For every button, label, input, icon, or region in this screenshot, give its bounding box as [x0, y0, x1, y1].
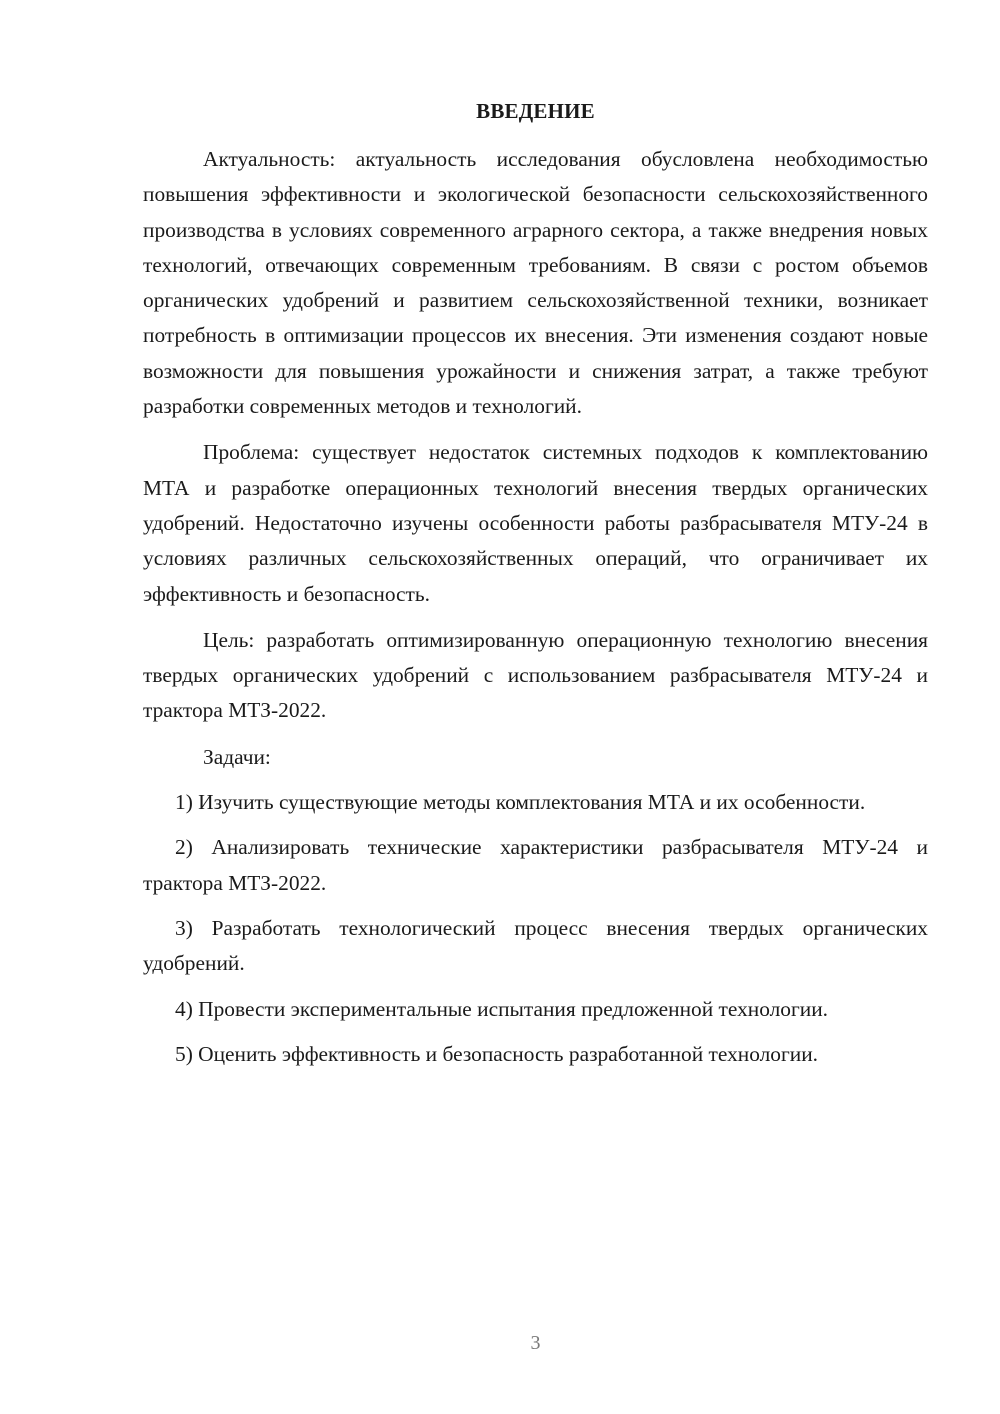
list-item-task-3: 3) Разработать технологический процесс внесения твердых органических удобрений.	[143, 915, 928, 976]
list-item-task-4: 4) Провести экспериментальные испытания предложенной технологии.	[175, 996, 829, 1021]
paragraph-relevance: Актуальность: актуальность исследования обусловлена необходимостью повышения эффективности и экологической безопасности сельскохозяйственного производства в условиях современного аграрного сектора, а также внедрения новых технологий, отвечающих современным требованиям. В связи с ростом объемов органических удобрений и развитием сельскохозяйственной техники, возникает потребность в оптимизации процессов их внесения. Эти изменения создают новые возможности для повышения урожайности и снижения затрат, а также требуют разработки современных методов и технологий.	[143, 147, 928, 419]
body-text	[143, 142, 928, 1072]
list-item-task-1: 1) Изучить существующие методы комплектования МТА и их особенности.	[175, 790, 866, 815]
paragraph-goal: Цель: разработать оптимизированную операционную технологию внесения твердых органических удобрений с использованием разбрасывателя МТУ-24 и трактора МТЗ-2022.	[143, 627, 928, 723]
paragraph-tasks-heading: Задачи:	[203, 744, 271, 769]
section-title: ВВЕДЕНИЕ	[476, 99, 595, 123]
list-item-task-5: 5) Оценить эффективность и безопасность разработанной технологии.	[175, 1041, 819, 1066]
list-item-task-2: 2) Анализировать технические характеристики разбрасывателя МТУ-24 и трактора МТЗ-2022.	[143, 835, 928, 895]
paragraph-problem: Проблема: существует недостаток системных подходов к комплектованию МТА и разработке операционных технологий внесения твердых органических удобрений. Недостаточно изучены особенности работы разбрасывателя МТУ-24 в условиях различных сельскохозяйственных операций, что ограничивает их эффективность и безопасность.	[143, 440, 928, 606]
document-page	[143, 0, 928, 1414]
page-number: 3	[530, 1332, 541, 1354]
